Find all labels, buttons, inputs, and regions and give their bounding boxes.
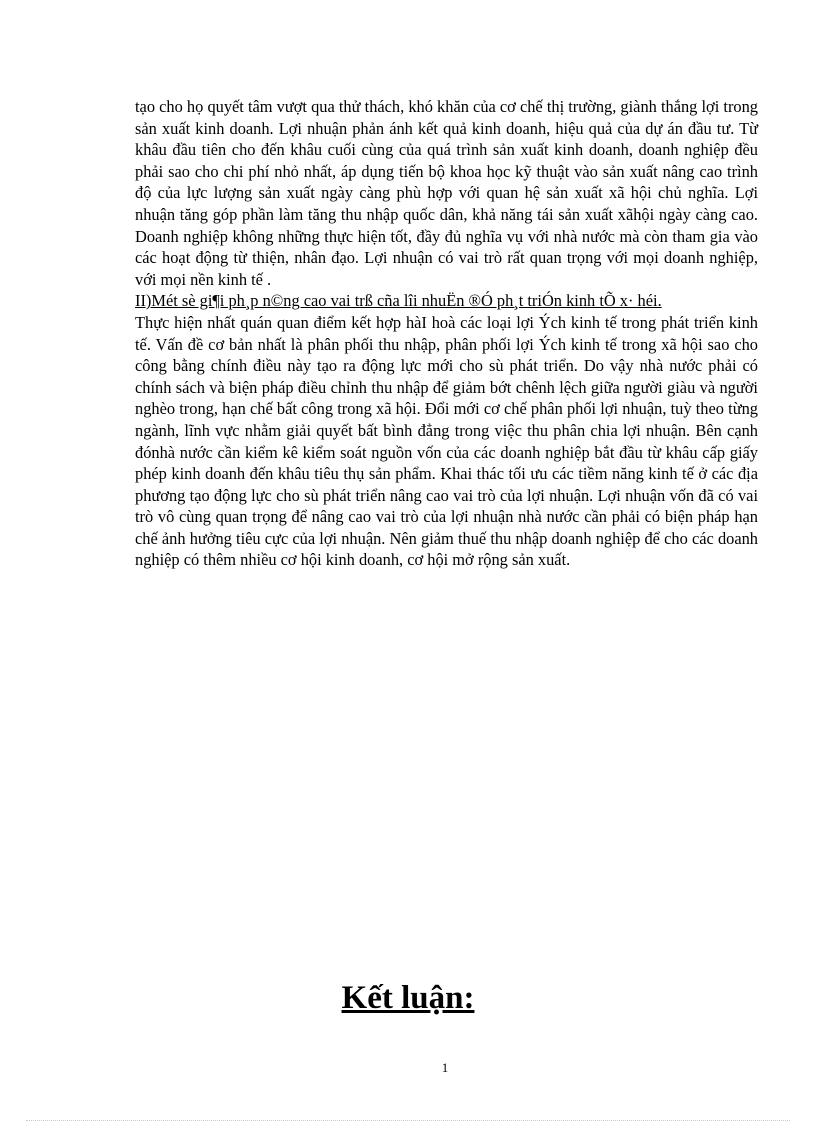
paragraph-1: tạo cho họ quyết tâm vượt qua thử thách, khó khăn của cơ chế thị trường, giành thắng lợi trong sản xuất kinh doanh. Lợi nhuận phản ánh kết quả kinh doanh, hiệu quả của dự án đầu tư. Từ khâu đầu tiên cho đến khâu cuối cùng của quá trình sản xuất kinh doanh, doanh nghiệp đều phải sao cho chi phí nhỏ nhất, áp dụng tiến bộ khoa học kỹ thuật vào sản xuất nâng cao trình độ của lực lượng sản xuất ngày càng phù hợp với quan hệ sản xuất xã hội chủ nghĩa. Lợi nhuận tăng góp phần làm tăng thu nhập quốc dân, khả năng tái sản xuất xãhội ngày càng cao. Doanh nghiệp không những thực hiện tốt, đầy đủ nghĩa vụ với nhà nước mà còn tham gia vào các hoạt động từ thiện, nhân đạo. Lợi nhuận có vai trò rất quan trọng với mọi doanh nghiệp, với mọi nền kinh tế .: [135, 97, 758, 289]
page-bottom-divider: [26, 1120, 790, 1121]
paragraph-2: Thực hiện nhất quán quan điểm kết hợp hàI hoà các loại lợi Ých kinh tế trong phát triển kinh tế. Vấn đề cơ bản nhất là phân phối thu nhập, phân phối lợi Ých kinh tế trong xã hội sao cho công bằng chính điều này tạo ra động lực mới cho sù phát triển. Do vậy nhà nước phải có chính sách và biện pháp điều chỉnh thu nhập để giảm bớt chênh lệch giữa người giàu và người nghèo trong, hạn chế bất công trong xã hội. Đổi mới cơ chế phân phối lợi nhuận, tuỳ theo từng ngành, lĩnh vực nhằm giải quyết bất bình đẳng trong việc thu phân chia lợi nhuận. Bên cạnh đónhà nước cần kiểm kê kiểm soát nguồn vốn của các doanh nghiệp bắt đầu từ khâu cấp giấy phép kinh doanh đến khâu tiêu thụ sản phẩm. Khai thác tối ưu các tiềm năng kinh tế ở các địa phương tạo động lực cho sù phát triển nâng cao vai trò của lợi nhuận. Lợi nhuận vốn đã có vai trò vô cùng quan trọng để nâng cao vai trò của lợi nhuận nhà nước cần phải có biện pháp hạn chế ảnh hưởng tiêu cực của lợi nhuận. Nên giảm thuế thu nhập doanh nghiệp để cho các doanh nghiệp có thêm nhiều cơ hội kinh doanh, cơ hội mở rộng sản xuất.: [135, 312, 758, 570]
body-text: [135, 96, 758, 571]
page-number: 1: [441, 1060, 449, 1075]
conclusion-heading: Kết luận:: [341, 980, 475, 1016]
section-heading: II)Mét sè gi¶i ph¸p n©ng cao vai trß cña lîi nhuËn ®Ó ph¸t triÓn kinh tÕ x· héi.: [135, 291, 662, 311]
